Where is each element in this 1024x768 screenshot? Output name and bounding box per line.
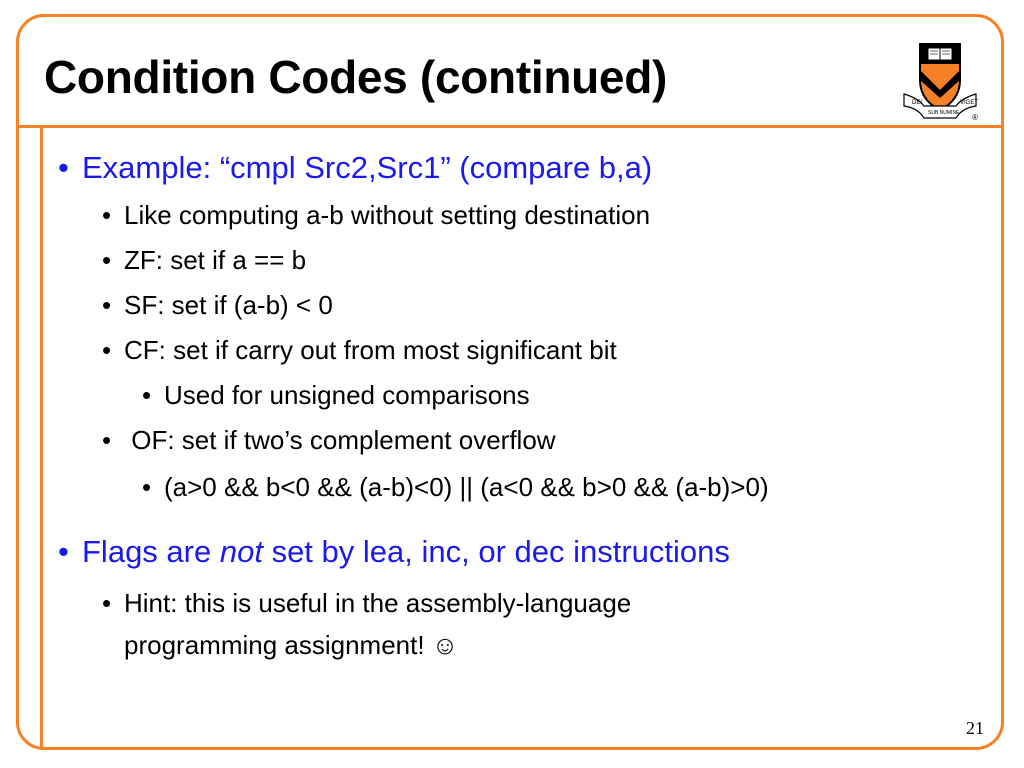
left-margin-rule [40, 125, 43, 750]
svg-text:DEI: DEI [912, 100, 923, 106]
title-divider [16, 125, 1004, 128]
bullet-flags: • Flags are not set by lea, inc, or dec instructions [58, 534, 730, 569]
bullet-unsigned: • Used for unsigned comparisons [142, 380, 530, 410]
svg-text:VIGET: VIGET [960, 100, 979, 106]
princeton-shield-logo [898, 34, 982, 122]
bullet-hint-continued: programming assignment! ☺ [124, 630, 459, 660]
page-number: 21 [966, 718, 984, 738]
bullet-example: • Example: “cmpl Src2,Src1” (compare b,a) [58, 150, 653, 185]
bullet-of: • OF: set if two’s complement overflow [102, 425, 556, 455]
bullet-of-condition: • (a>0 && b<0 && (a-b)<0) || (a<0 && b>0 && (a-b)>0) [142, 472, 769, 502]
bullet-sf: • SF: set if (a-b) < 0 [102, 290, 333, 320]
slide-title: Condition Codes (continued) [44, 51, 668, 103]
bullet-hint: • Hint: this is useful in the assembly-language [102, 588, 632, 618]
svg-text:®: ® [972, 113, 978, 122]
bullet-zf: • ZF: set if a == b [102, 245, 307, 275]
bullet-like-computing: • Like computing a-b without setting destination [102, 200, 651, 230]
bullet-cf: • CF: set if carry out from most significant bit [102, 335, 617, 365]
svg-text:SUB NUMINE: SUB NUMINE [928, 110, 960, 116]
